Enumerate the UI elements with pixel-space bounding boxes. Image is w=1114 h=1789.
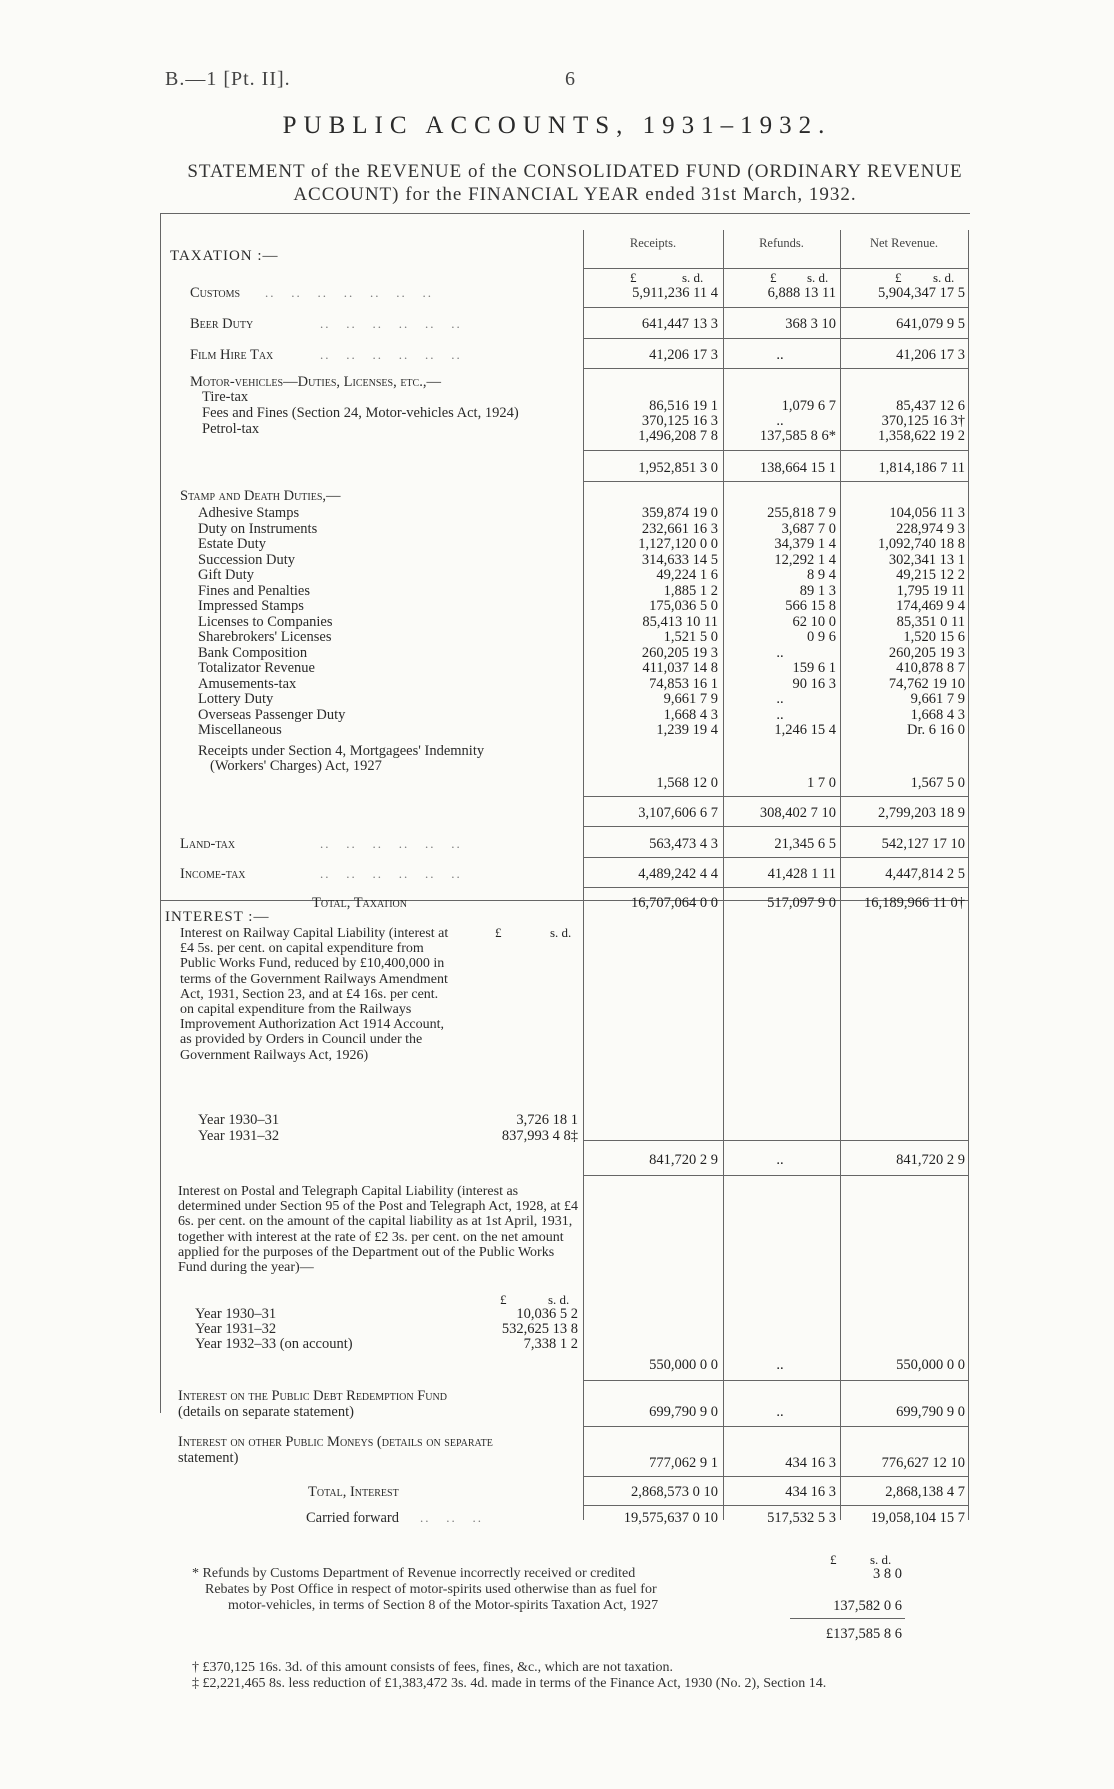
pound-symbol: £ bbox=[895, 270, 902, 285]
total-taxation-label: Total, Taxation bbox=[312, 895, 408, 911]
stamp-row-label: Licenses to Companies bbox=[198, 613, 333, 630]
stamp-row-refunds: .. bbox=[776, 644, 784, 661]
stamp-row-refunds: .. bbox=[776, 691, 784, 707]
stamp-row-net: 1,795 19 11 bbox=[896, 582, 965, 599]
stamp-row-net: 1,092,740 18 8 bbox=[878, 536, 965, 552]
table-left-rule bbox=[160, 213, 161, 1413]
row-rule bbox=[583, 1380, 968, 1381]
stamp-row-net: 49,215 12 2 bbox=[896, 567, 965, 583]
stamp-row-receipts: 9,661 7 9 bbox=[663, 691, 718, 707]
receipts-under-refunds: 1 7 0 bbox=[807, 775, 836, 791]
interest-heading: INTEREST :— bbox=[165, 909, 270, 925]
stamp-row-net: 9,661 7 9 bbox=[910, 691, 965, 707]
column-header-net: Net Revenue. bbox=[869, 236, 939, 250]
tire-tax-refunds: 1,079 6 7 bbox=[781, 398, 836, 414]
total-taxation-net: 16,189,966 11 0† bbox=[864, 895, 965, 911]
stamp-row-label: Fines and Penalties bbox=[198, 582, 310, 599]
motor-vehicles-heading: Motor-vehicles—Duties, Licenses, etc.,— bbox=[190, 374, 441, 390]
total-interest-refunds: 434 16 3 bbox=[785, 1484, 836, 1500]
other-moneys-receipts: 777,062 9 1 bbox=[649, 1455, 718, 1471]
tire-tax-receipts: 86,516 19 1 bbox=[649, 398, 718, 414]
customs-receipts: 5,911,236 11 4 bbox=[632, 285, 718, 301]
sd-symbol: s. d. bbox=[870, 1552, 892, 1567]
stamp-row-refunds: 1,246 15 4 bbox=[774, 722, 836, 738]
land-tax-refunds: 21,345 6 5 bbox=[774, 836, 836, 852]
stamp-row-refunds: 12,292 1 4 bbox=[774, 551, 836, 568]
stamp-total-refunds: 308,402 7 10 bbox=[759, 805, 836, 821]
pound-symbol: £ bbox=[830, 1552, 837, 1567]
sd-symbol: s. d. bbox=[933, 270, 955, 285]
table-right-rule bbox=[968, 230, 969, 1520]
stamp-row-refunds: 8 9 4 bbox=[807, 567, 836, 583]
other-moneys-label-cont: statement) bbox=[178, 1450, 239, 1466]
stamp-row-refunds: 90 16 3 bbox=[792, 675, 836, 692]
receipts-under-label: Receipts under Section 4, Mortgagees' Indemnity bbox=[198, 743, 485, 759]
stamp-row-refunds: 255,818 7 9 bbox=[767, 505, 836, 521]
stamp-row-label: Gift Duty bbox=[198, 567, 254, 583]
column-header-rule bbox=[583, 268, 968, 269]
row-rule bbox=[583, 857, 968, 858]
stamp-row-label: Succession Duty bbox=[198, 551, 296, 568]
stamp-row-receipts: 314,633 14 5 bbox=[641, 551, 718, 568]
row-rule bbox=[583, 481, 968, 482]
stamp-row-net: 85,351 0 11 bbox=[896, 613, 965, 630]
debt-redemption-refunds: .. bbox=[776, 1404, 784, 1420]
stamp-row-receipts: 1,127,120 0 0 bbox=[638, 536, 718, 552]
leader-dots: .. .. .. .. .. .. bbox=[320, 836, 462, 851]
postal-receipts: 550,000 0 0 bbox=[649, 1357, 718, 1373]
film-hire-tax-net: 41,206 17 3 bbox=[896, 347, 965, 363]
film-hire-tax-refunds: .. bbox=[776, 347, 784, 363]
stamp-row-label: Amusements-tax bbox=[198, 675, 297, 692]
income-tax-refunds: 41,428 1 11 bbox=[767, 866, 836, 882]
postal-year-1-amount: 10,036 5 2 bbox=[516, 1306, 578, 1322]
receipts-under-label-cont: (Workers' Charges) Act, 1927 bbox=[210, 758, 382, 774]
petrol-tax-net: 1,358,622 19 2 bbox=[878, 428, 965, 444]
stamp-row-receipts: 1,668 4 3 bbox=[663, 706, 718, 723]
fees-fines-net: 370,125 16 3† bbox=[881, 413, 965, 429]
railway-receipts: 841,720 2 9 bbox=[649, 1152, 718, 1168]
stamp-row-refunds: .. bbox=[776, 706, 784, 723]
row-rule bbox=[583, 307, 968, 308]
footnote-star-rebates-amount: 137,582 0 6 bbox=[833, 1598, 902, 1614]
beer-duty-receipts: 641,447 13 3 bbox=[641, 316, 718, 332]
stamp-row-net: 260,205 19 3 bbox=[888, 644, 965, 661]
stamp-row-net: 228,974 9 3 bbox=[896, 520, 965, 537]
income-tax-label: Income-tax bbox=[180, 866, 246, 882]
row-rule bbox=[583, 826, 968, 827]
beer-duty-refunds: 368 3 10 bbox=[785, 316, 836, 332]
stamp-row-label: Duty on Instruments bbox=[198, 520, 318, 537]
stamp-row-refunds: 0 9 6 bbox=[807, 629, 836, 645]
column-header-refunds: Refunds. bbox=[759, 236, 804, 250]
stamp-row-receipts: 232,661 16 3 bbox=[641, 520, 718, 537]
footnote-dagger: † £370,125 16s. 3d. of this amount consists of fees, fines, &c., which are not taxation. bbox=[192, 1660, 673, 1675]
stamp-row-label: Adhesive Stamps bbox=[198, 505, 300, 521]
total-interest-label: Total, Interest bbox=[308, 1484, 399, 1500]
stamp-row-label: Bank Composition bbox=[198, 644, 308, 661]
leader-dots: .. .. .. .. .. .. bbox=[320, 316, 462, 331]
total-interest-net: 2,868,138 4 7 bbox=[885, 1484, 965, 1500]
stamp-row-receipts: 260,205 19 3 bbox=[641, 644, 718, 661]
customs-net: 5,904,347 17 5 bbox=[878, 285, 965, 301]
row-rule bbox=[583, 338, 968, 339]
sd-symbol: s. d. bbox=[682, 270, 704, 285]
pound-symbol: £ bbox=[770, 270, 777, 285]
pound-symbol: £ bbox=[495, 925, 502, 940]
row-rule bbox=[583, 1476, 968, 1477]
leader-dots: .. .. .. .. .. .. bbox=[320, 347, 462, 362]
railway-refunds: .. bbox=[776, 1152, 784, 1168]
stamp-row-net: Dr. 6 16 0 bbox=[907, 722, 965, 738]
row-rule bbox=[583, 1175, 968, 1176]
stamp-row-receipts: 49,224 1 6 bbox=[656, 567, 718, 583]
footnote-star-rebates: Rebates by Post Office in respect of motor-spirits used otherwise than as fuel for bbox=[205, 1582, 657, 1597]
stamp-row-receipts: 85,413 10 11 bbox=[642, 613, 718, 630]
petrol-tax-receipts: 1,496,208 7 8 bbox=[638, 428, 718, 444]
footnote-double-dagger: ‡ £2,221,465 8s. less reduction of £1,383,472 3s. 4d. made in terms of the Finance Act, 1930 (No. 2), Section 14. bbox=[192, 1676, 827, 1691]
stamp-row-receipts: 74,853 16 1 bbox=[649, 675, 718, 692]
debt-redemption-net: 699,790 9 0 bbox=[896, 1404, 965, 1420]
fees-fines-receipts: 370,125 16 3 bbox=[641, 413, 718, 429]
railway-net: 841,720 2 9 bbox=[896, 1152, 965, 1168]
land-tax-receipts: 563,473 4 3 bbox=[649, 836, 718, 852]
total-taxation-refunds: 517,097 9 0 bbox=[767, 895, 836, 911]
stamp-duties-heading: Stamp and Death Duties,— bbox=[180, 488, 341, 504]
row-rule bbox=[583, 796, 968, 797]
land-tax-label: Land-tax bbox=[180, 836, 236, 852]
stamp-row-net: 1,668 4 3 bbox=[910, 706, 965, 723]
postal-net: 550,000 0 0 bbox=[896, 1357, 965, 1373]
income-tax-net: 4,447,814 2 5 bbox=[885, 866, 965, 882]
page-title: PUBLIC ACCOUNTS, 1931–1932. bbox=[282, 112, 832, 139]
sd-symbol: s. d. bbox=[807, 270, 829, 285]
footnote-star-total: £137,585 8 6 bbox=[825, 1626, 902, 1642]
stamp-row-label: Sharebrokers' Licenses bbox=[198, 629, 332, 645]
stamp-row-receipts: 1,885 1 2 bbox=[663, 582, 718, 599]
sd-symbol: s. d. bbox=[548, 1292, 570, 1307]
row-rule bbox=[583, 1505, 968, 1506]
pound-symbol: £ bbox=[500, 1292, 507, 1307]
stamp-row-label: Estate Duty bbox=[198, 536, 267, 552]
row-rule bbox=[583, 450, 968, 451]
stamp-row-refunds: 34,379 1 4 bbox=[774, 536, 836, 552]
stamp-row-receipts: 175,036 5 0 bbox=[649, 598, 718, 614]
table-top-rule bbox=[160, 213, 970, 214]
stamp-row-refunds: 62 10 0 bbox=[792, 613, 836, 630]
row-rule bbox=[583, 1140, 968, 1141]
leader-dots: .. .. .. .. .. .. bbox=[320, 866, 462, 881]
postal-year-3-amount: 7,338 1 2 bbox=[523, 1336, 578, 1352]
tire-tax-label: Tire-tax bbox=[202, 389, 249, 405]
leader-dots: .. .. .. .. .. .. .. bbox=[265, 285, 433, 300]
tire-tax-net: 85,437 12 6 bbox=[896, 398, 965, 414]
total-interest-receipts: 2,868,573 0 10 bbox=[631, 1484, 718, 1500]
sd-symbol: s. d. bbox=[550, 925, 572, 940]
receipts-under-receipts: 1,568 12 0 bbox=[656, 775, 718, 791]
carried-forward-label: Carried forward bbox=[306, 1510, 399, 1526]
railway-year-1-amount: 3,726 18 1 bbox=[516, 1112, 578, 1128]
stamp-row-net: 1,520 15 6 bbox=[903, 629, 965, 645]
debt-redemption-receipts: 699,790 9 0 bbox=[649, 1404, 718, 1420]
footnote-star-customs: * Refunds by Customs Department of Revenue incorrectly received or credited bbox=[192, 1566, 636, 1581]
motor-total-receipts: 1,952,851 3 0 bbox=[638, 460, 718, 476]
film-hire-tax-label: Film Hire Tax bbox=[190, 347, 274, 363]
postal-year-2-label: Year 1931–32 bbox=[195, 1321, 277, 1337]
stamp-row-refunds: 159 6 1 bbox=[792, 660, 836, 676]
footnote-star-rebates-cont: motor-vehicles, in terms of Section 8 of the Motor-spirits Taxation Act, 1927 bbox=[228, 1598, 659, 1613]
stamp-row-label: Impressed Stamps bbox=[198, 598, 304, 614]
postal-year-2-amount: 532,625 13 8 bbox=[501, 1321, 578, 1337]
stamp-row-receipts: 1,521 5 0 bbox=[663, 629, 718, 645]
land-tax-net: 542,127 17 10 bbox=[881, 836, 965, 852]
other-moneys-label: Interest on other Public Moneys (details on separate bbox=[178, 1434, 493, 1450]
stamp-row-label: Totalizator Revenue bbox=[198, 660, 315, 676]
footnote-total-rule bbox=[790, 1618, 905, 1619]
income-tax-receipts: 4,489,242 4 4 bbox=[638, 866, 718, 882]
stamp-row-receipts: 359,874 19 0 bbox=[641, 505, 718, 521]
debt-redemption-label: Interest on the Public Debt Redemption Fund bbox=[178, 1388, 447, 1404]
stamp-row-label: Overseas Passenger Duty bbox=[198, 706, 346, 723]
other-moneys-net: 776,627 12 10 bbox=[881, 1455, 965, 1471]
fees-fines-refunds: .. bbox=[776, 413, 784, 429]
stamp-row-net: 74,762 19 10 bbox=[888, 675, 965, 692]
carried-forward-net: 19,058,104 15 7 bbox=[870, 1510, 965, 1526]
stamp-row-net: 410,878 8 7 bbox=[896, 660, 965, 676]
stamp-total-net: 2,799,203 18 9 bbox=[878, 805, 965, 821]
petrol-tax-label: Petrol-tax bbox=[202, 421, 260, 437]
carried-forward-receipts: 19,575,637 0 10 bbox=[623, 1510, 718, 1526]
page-number: 6 bbox=[565, 68, 575, 90]
stamp-row-net: 174,469 9 4 bbox=[896, 598, 965, 614]
railway-year-1-label: Year 1930–31 bbox=[198, 1112, 280, 1128]
stamp-row-receipts: 1,239 19 4 bbox=[656, 722, 718, 738]
leader-dots: .. .. .. bbox=[420, 1510, 483, 1525]
stamp-row-label: Lottery Duty bbox=[198, 691, 274, 707]
postal-refunds: .. bbox=[776, 1357, 784, 1373]
stamp-total-receipts: 3,107,606 6 7 bbox=[638, 805, 718, 821]
taxation-heading: TAXATION :— bbox=[170, 248, 279, 264]
stamp-row-label: Miscellaneous bbox=[198, 722, 282, 738]
other-moneys-refunds: 434 16 3 bbox=[785, 1455, 836, 1471]
stamp-row-refunds: 3,687 7 0 bbox=[781, 520, 836, 537]
beer-duty-label: Beer Duty bbox=[190, 316, 254, 332]
row-rule bbox=[583, 1426, 968, 1427]
railway-year-2-amount: 837,993 4 8‡ bbox=[501, 1128, 578, 1144]
column-header-receipts: Receipts. bbox=[629, 236, 677, 250]
stamp-row-net: 104,056 11 3 bbox=[889, 505, 965, 521]
railway-year-2-label: Year 1931–32 bbox=[198, 1128, 280, 1144]
stamp-row-refunds: 89 1 3 bbox=[799, 582, 836, 599]
footnote-star-customs-amount: 3 8 0 bbox=[873, 1566, 902, 1582]
railway-interest-text: Interest on Railway Capital Liability (interest at £4 5s. per cent. on capital expenditure from Public Works Fund, reduced by £10,400,000 in terms of the Government Railways Amendment Act, 1931, Section 23, and at £4 16s. per cent. on capital expenditure from the Railways Improvement Authorization Act 1914 Account, as provided by Orders in Council under the Government Railways Act, 1926) bbox=[180, 926, 449, 1063]
motor-total-refunds: 138,664 15 1 bbox=[759, 460, 836, 476]
motor-total-net: 1,814,186 7 11 bbox=[878, 460, 965, 476]
pound-symbol: £ bbox=[630, 270, 637, 285]
postal-interest-text: Interest on Postal and Telegraph Capital Liability (interest as determined under Section 95 of the Post and Telegraph Act, 1928, at £4 6s. per cent. on the amount of the capital liability as at 1st April, 1931, together with interest at the rate of £2 3s. per cent. on the net amount applied for the purposes of the Department out of the Public Works Fund during the year)— bbox=[178, 1184, 579, 1276]
customs-label: Customs bbox=[190, 285, 241, 301]
statement-subtitle: STATEMENT of the REVENUE of the CONSOLIDATED FUND (ORDINARY REVENUE ACCOUNT) for the FINANCIAL YEAR ended 31st March, 1932. bbox=[187, 161, 963, 205]
postal-year-3-label: Year 1932–33 (on account) bbox=[195, 1336, 353, 1352]
customs-refunds: 6,888 13 11 bbox=[767, 285, 836, 301]
receipts-under-net: 1,567 5 0 bbox=[910, 775, 965, 791]
debt-redemption-label-cont: (details on separate statement) bbox=[178, 1404, 354, 1420]
stamp-row-refunds: 566 15 8 bbox=[785, 598, 836, 614]
petrol-tax-refunds: 137,585 8 6* bbox=[759, 428, 836, 444]
row-rule bbox=[583, 887, 968, 888]
film-hire-tax-receipts: 41,206 17 3 bbox=[649, 347, 718, 363]
row-rule bbox=[583, 368, 968, 369]
document-reference: B.—1 [Pt. II]. bbox=[165, 68, 291, 90]
beer-duty-net: 641,079 9 5 bbox=[896, 316, 965, 332]
fees-fines-label: Fees and Fines (Section 24, Motor-vehicles Act, 1924) bbox=[202, 405, 519, 421]
postal-year-1-label: Year 1930–31 bbox=[195, 1306, 277, 1322]
total-taxation-receipts: 16,707,064 0 0 bbox=[631, 895, 718, 911]
stamp-row-net: 302,341 13 1 bbox=[888, 551, 965, 568]
stamp-row-receipts: 411,037 14 8 bbox=[642, 660, 718, 676]
carried-forward-refunds: 517,532 5 3 bbox=[767, 1510, 836, 1526]
